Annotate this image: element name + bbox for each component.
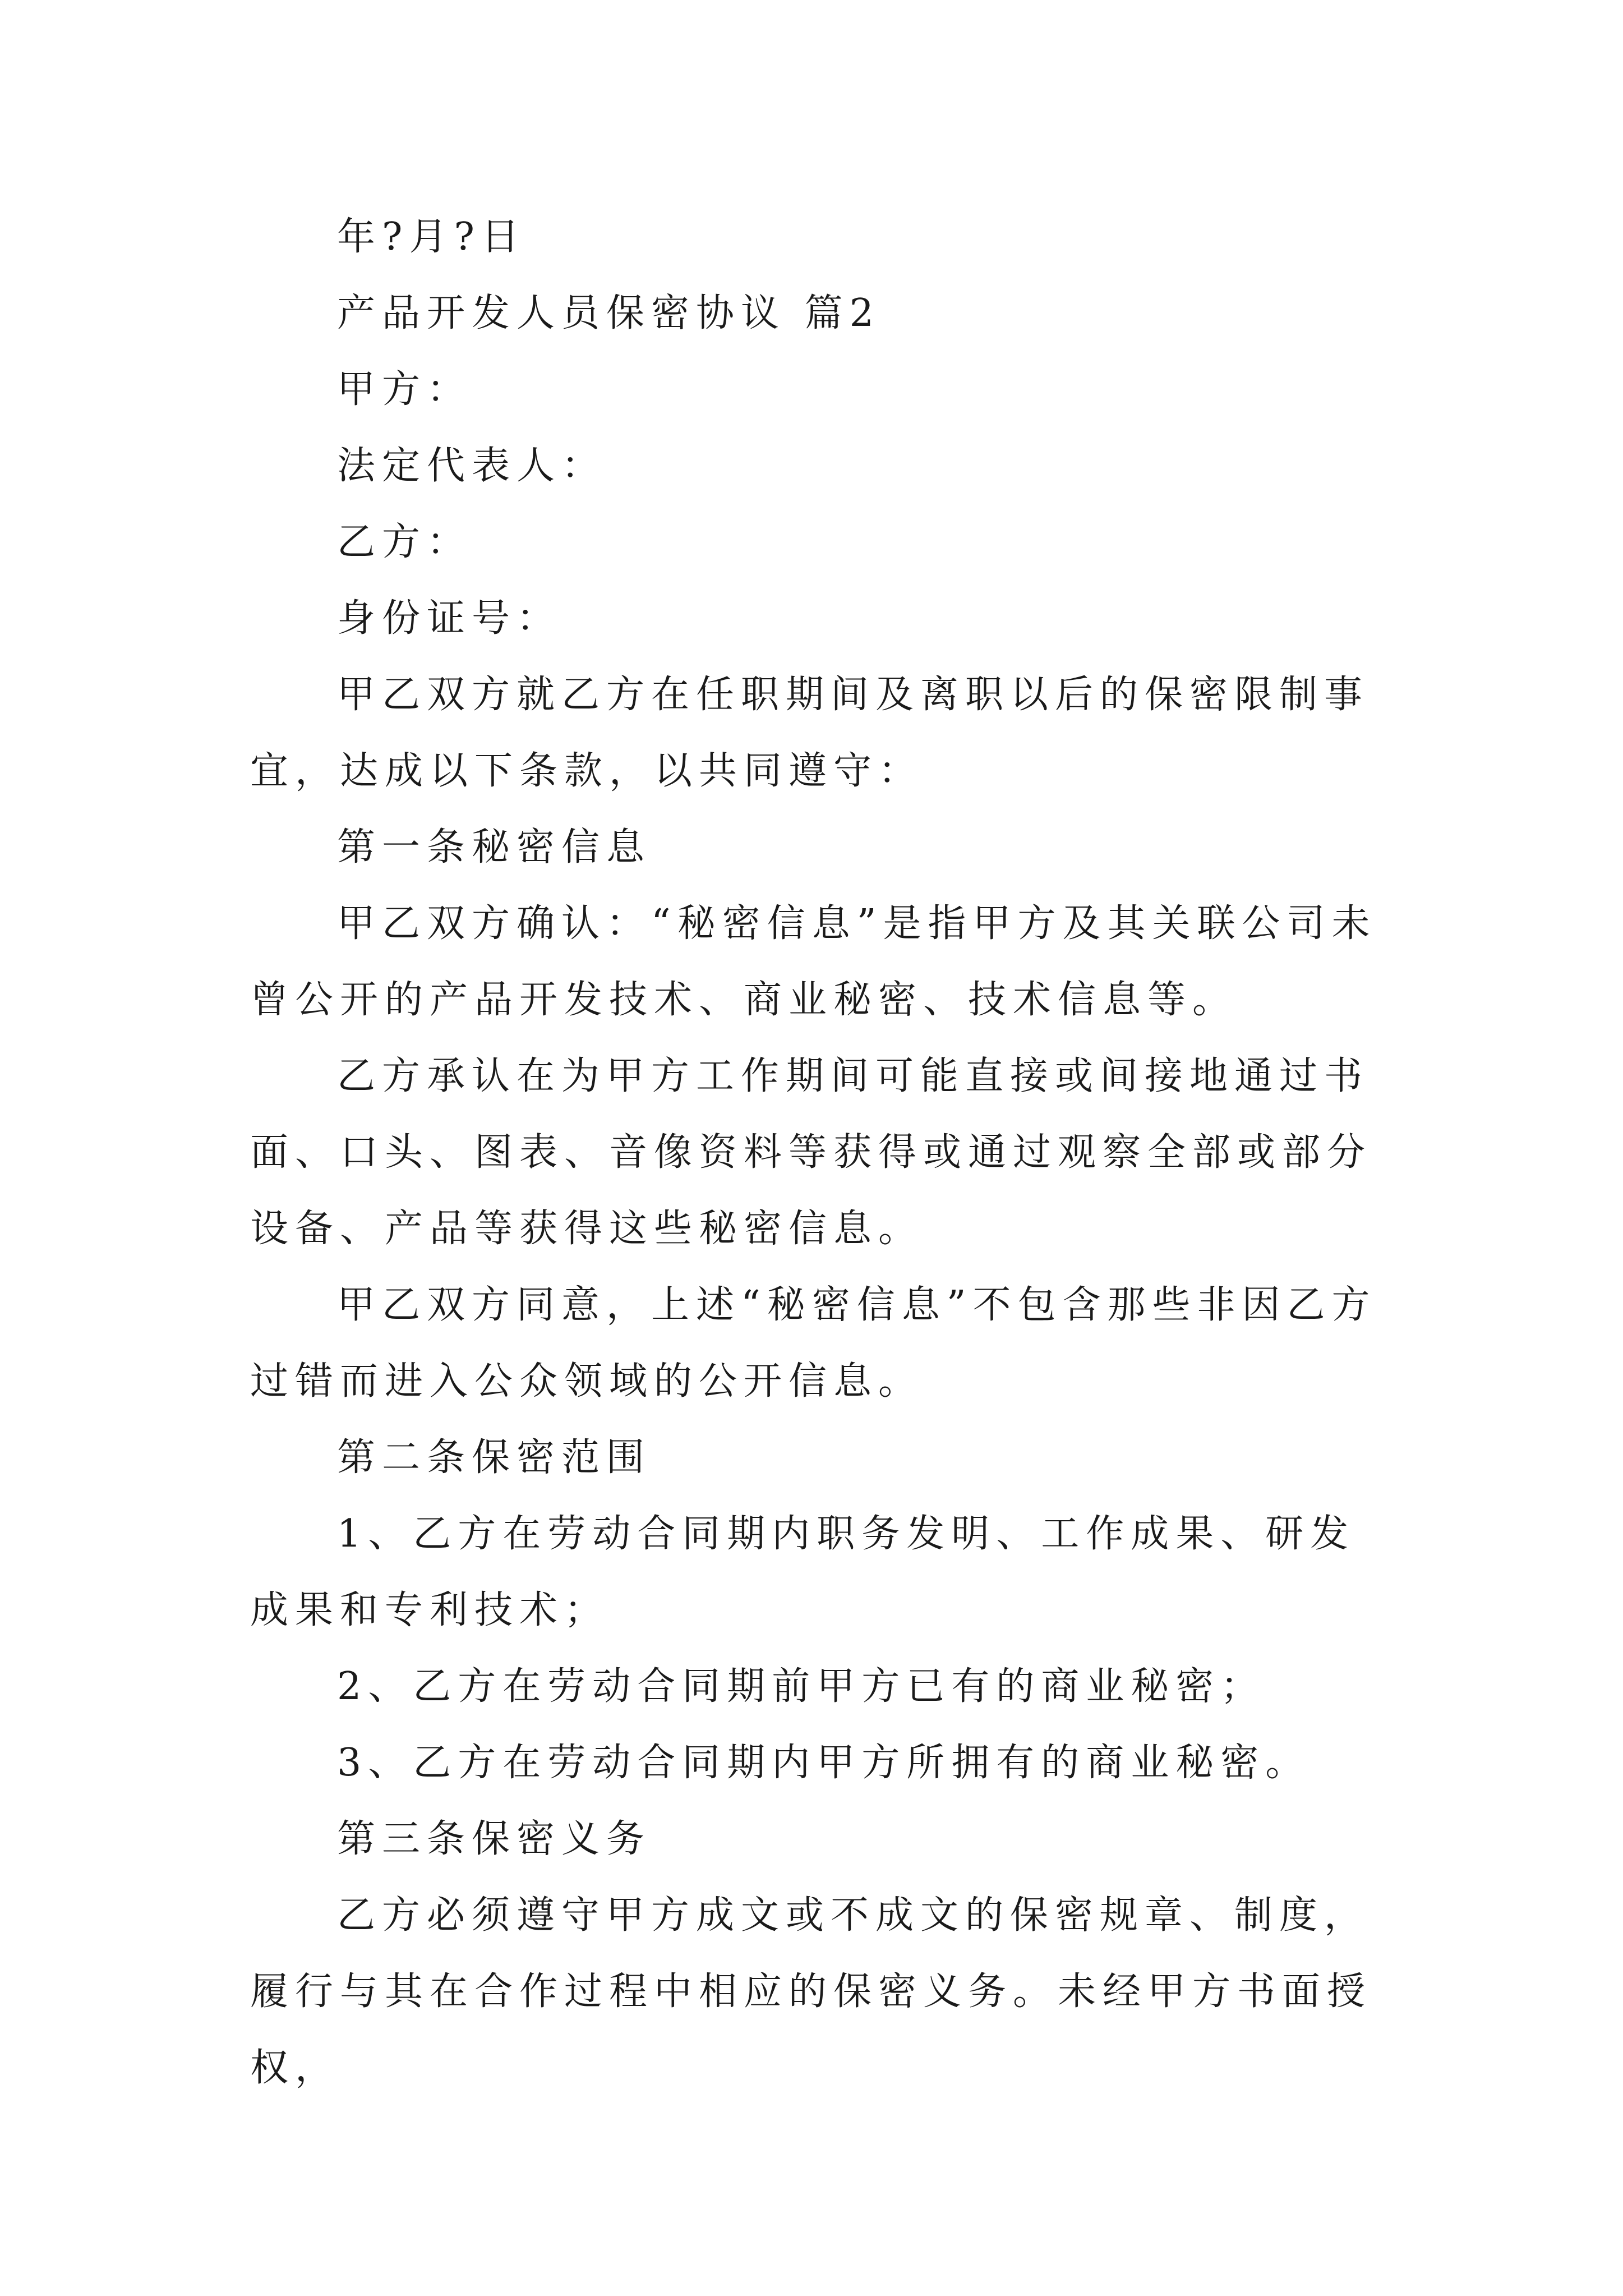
party-b-line: 乙方：	[337, 520, 472, 564]
id-number-line: 身份证号：	[337, 596, 562, 641]
intro-paragraph: 甲乙双方就乙方在任职期间及离职以后的保密限制事宜，达成以下条款，以共同遵守：	[250, 673, 1370, 793]
date-line: 年?月?日	[337, 215, 526, 259]
article-2-item-3: 3、乙方在劳动合同期内甲方所拥有的商业秘密。	[337, 1741, 1311, 1785]
article-3-heading: 第三条保密义务	[337, 1817, 652, 1861]
article-1-paragraph-2: 乙方承认在为甲方工作期间可能直接或间接地通过书面、口头、图表、音像资料等获得或通过观察全部或部分设备、产品等获得这些秘密信息。	[250, 1054, 1372, 1251]
article-1-heading: 第一条秘密信息	[337, 825, 652, 869]
agreement-title: 产品开发人员保密协议 篇2	[337, 291, 880, 335]
article-1-paragraph-3: 甲乙双方同意，上述“秘密信息”不包含那些非因乙方过错而进入公众领域的公开信息。	[250, 1283, 1377, 1404]
article-2-item-1: 1、乙方在劳动合同期内职务发明、工作成果、研发成果和专利技术；	[250, 1512, 1355, 1632]
article-2-item-2: 2、乙方在劳动合同期前甲方已有的商业秘密；	[337, 1664, 1266, 1709]
article-3-paragraph-1: 乙方必须遵守甲方成文或不成文的保密规章、制度，履行与其在合作过程中相应的保密义务。未经甲方书面授权，	[250, 1893, 1372, 2090]
document-body	[250, 199, 1386, 2106]
article-2-heading: 第二条保密范围	[337, 1435, 652, 1480]
legal-representative-line: 法定代表人：	[337, 444, 607, 488]
article-1-paragraph-1: 甲乙双方确认：“秘密信息”是指甲方及其关联公司未曾公开的产品开发技术、商业秘密、技术信息等。	[250, 901, 1377, 1022]
party-a-line: 甲方：	[337, 367, 472, 412]
